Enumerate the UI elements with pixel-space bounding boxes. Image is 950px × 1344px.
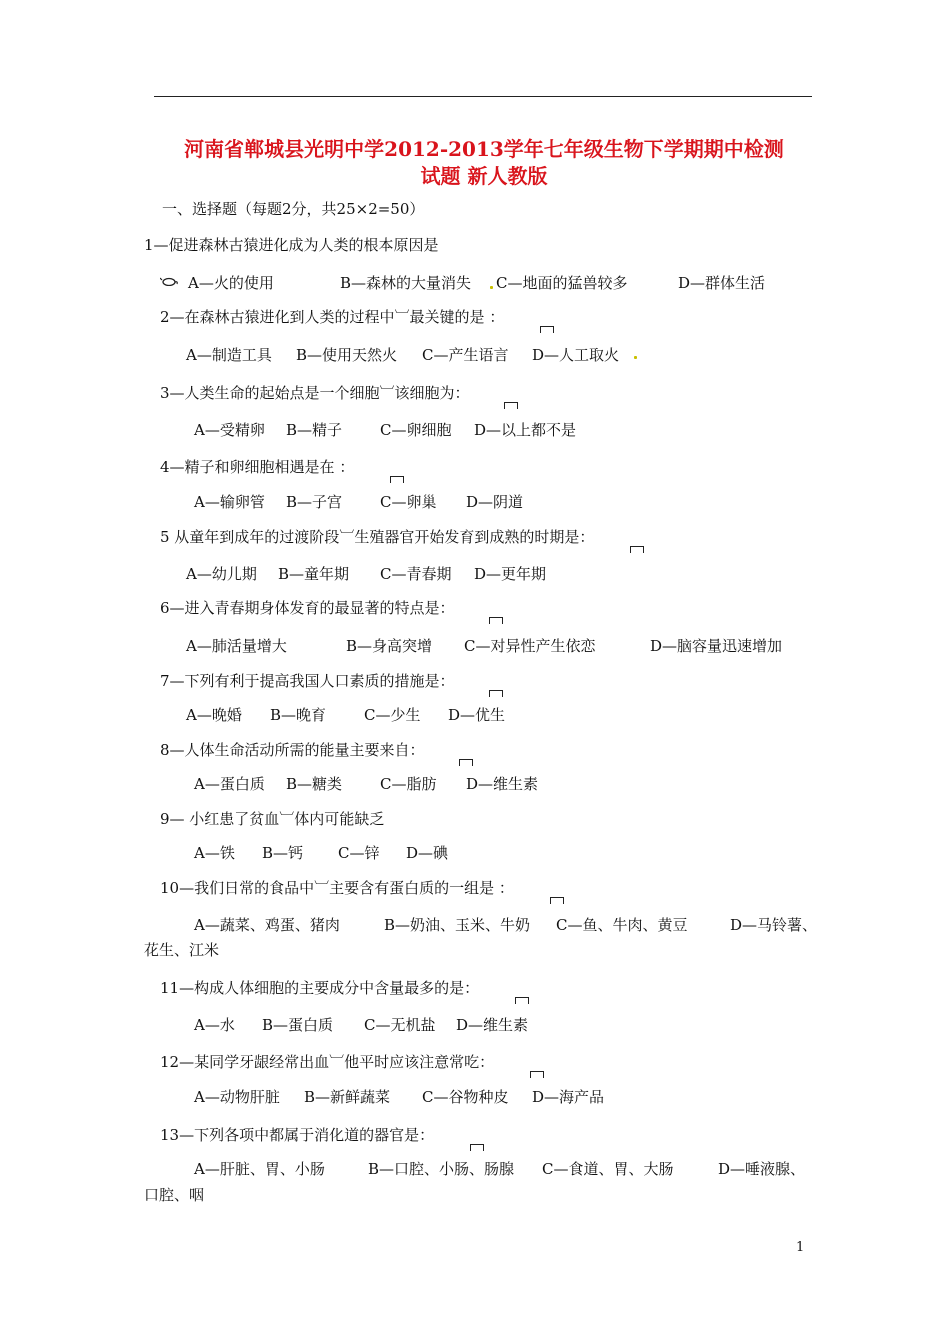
question-7-option-b: B—晚育	[270, 706, 327, 724]
question-12	[160, 1052, 544, 1072]
question-10-stem: 10—我们日常的食品中︺主要含有蛋白质的一组是 ：	[160, 879, 514, 897]
answer-bracket	[630, 546, 644, 553]
question-11-option-d: D—维生素	[456, 1016, 529, 1034]
question-9-option-b: B—钙	[262, 844, 304, 862]
question-8-option-c: C—脂肪	[380, 775, 437, 793]
question-3-option-a: A—受精卵	[194, 421, 265, 439]
question-7-stem: 7—下列有利于提高我国人口素质的措施是：	[160, 672, 455, 690]
question-13-option-a: A—肝脏、胃、小肠	[194, 1160, 325, 1178]
question-10-option-d: D—马铃薯、	[730, 916, 818, 934]
mark-dot	[634, 356, 637, 359]
answer-bracket	[489, 617, 503, 624]
question-9-option-d: D—碘	[406, 844, 449, 862]
section-heading: 一、选择题（每题2分，共25×2=50）	[162, 200, 425, 218]
question-12-stem: 12—某同学牙龈经常出血︺他平时应该注意常吃：	[160, 1053, 495, 1071]
question-1-option-a: A—火的使用	[188, 274, 274, 292]
question-13-stem: 13—下列各项中都属于消化道的器官是：	[160, 1126, 435, 1144]
question-6-option-c: C—对异性产生依恋	[464, 637, 596, 655]
question-4-option-b: B—子宫	[286, 493, 343, 511]
header-rule	[154, 96, 812, 97]
question-10-option-a: A—蔬菜、鸡蛋、猪肉	[194, 916, 340, 934]
answer-bracket	[459, 759, 473, 766]
question-10	[160, 878, 564, 898]
question-13-option-d-continuation: 口腔、咽	[144, 1186, 205, 1204]
question-9-stem: 9— 小红患了贫血︺体内可能缺乏	[160, 810, 385, 828]
question-8-option-b: B—糖类	[286, 775, 343, 793]
question-10-option-c: C—鱼、牛肉、黄豆	[556, 916, 688, 934]
answer-bracket	[504, 402, 518, 409]
question-9-option-a: A—铁	[194, 844, 235, 862]
question-12-option-d: D—海产品	[532, 1088, 605, 1106]
question-2-option-d: D—人工取火	[532, 346, 620, 364]
answer-bracket	[470, 1144, 484, 1151]
question-3-stem: 3—人类生命的起始点是一个细胞︺该细胞为：	[160, 384, 470, 402]
question-13-option-b: B—口腔、小肠、肠腺	[368, 1160, 515, 1178]
question-3-option-d: D—以上都不是	[474, 421, 577, 439]
question-7-option-c: C—少生	[364, 706, 421, 724]
question-12-option-a: A—动物肝脏	[194, 1088, 280, 1106]
question-13-option-d: D—唾液腺、	[718, 1160, 806, 1178]
question-12-option-c: C—谷物种皮	[422, 1088, 509, 1106]
question-11-option-c: C—无机盐	[364, 1016, 436, 1034]
question-6-stem: 6—进入青春期身体发育的最显著的特点是：	[160, 599, 455, 617]
page-number: 1	[796, 1240, 805, 1255]
question-8	[160, 740, 473, 760]
question-2-option-c: C—产生语言	[422, 346, 509, 364]
question-5-option-b: B—童年期	[278, 565, 350, 583]
question-8-stem: 8—人体生命活动所需的能量主要来自：	[160, 741, 425, 759]
question-7-option-d: D—优生	[448, 706, 506, 724]
question-4-option-c: C—卵巢	[380, 493, 437, 511]
question-12-option-b: B—新鲜蔬菜	[304, 1088, 391, 1106]
question-5-option-d: D—更年期	[474, 565, 547, 583]
question-5-stem: 5 从童年到成年的过渡阶段︺生殖器官开始发育到成熟的时期是：	[160, 528, 595, 546]
question-8-option-d: D—维生素	[466, 775, 539, 793]
question-5	[160, 527, 644, 547]
title-line-1: 河南省郸城县光明中学2012-2013学年七年级生物下学期期中检测	[184, 137, 784, 161]
document-title	[150, 136, 818, 190]
mouse-icon	[160, 276, 178, 286]
question-7	[160, 671, 503, 691]
answer-bracket	[390, 476, 404, 483]
question-9-option-c: C—锌	[338, 844, 380, 862]
question-5-option-c: C—青春期	[380, 565, 452, 583]
question-6	[160, 598, 503, 618]
question-10-option-b: B—奶油、玉米、牛奶	[384, 916, 531, 934]
question-4	[160, 457, 404, 477]
mark-dot	[490, 286, 493, 289]
answer-bracket	[540, 326, 554, 333]
question-4-option-a: A—输卵管	[194, 493, 265, 511]
question-3-option-b: B—精子	[286, 421, 343, 439]
question-11-option-b: B—蛋白质	[262, 1016, 334, 1034]
question-3	[160, 383, 518, 403]
question-4-stem: 4—精子和卵细胞相遇是在 ：	[160, 458, 355, 476]
question-1-option-b: B—森林的大量消失	[340, 274, 472, 292]
answer-bracket	[530, 1071, 544, 1078]
question-11	[160, 978, 529, 998]
title-line-2: 试题 新人教版	[420, 164, 548, 188]
question-2	[160, 307, 554, 327]
question-5-option-a: A—幼儿期	[186, 565, 257, 583]
question-1-stem: 1—促进森林古猿进化成为人类的根本原因是	[144, 236, 439, 254]
question-13-option-c: C—食道、胃、大肠	[542, 1160, 674, 1178]
question-6-option-b: B—身高突增	[346, 637, 433, 655]
answer-bracket	[515, 997, 529, 1004]
answer-bracket	[489, 690, 503, 697]
answer-bracket	[550, 897, 564, 904]
question-1-option-d: D—群体生活	[678, 274, 766, 292]
question-7-option-a: A—晚婚	[186, 706, 242, 724]
question-10-option-d-continuation: 花生、江米	[144, 941, 220, 959]
question-2-stem: 2—在森林古猿进化到人类的过程中︺最关键的是 ：	[160, 308, 505, 326]
question-1-option-c: C—地面的猛兽较多	[496, 274, 628, 292]
question-8-option-a: A—蛋白质	[194, 775, 265, 793]
question-6-option-a: A—肺活量增大	[186, 637, 287, 655]
question-6-option-d: D—脑容量迅速增加	[650, 637, 783, 655]
question-11-stem: 11—构成人体细胞的主要成分中含量最多的是：	[160, 979, 480, 997]
question-2-option-a: A—制造工具	[186, 346, 272, 364]
question-11-option-a: A—水	[194, 1016, 235, 1034]
question-4-option-d: D—阴道	[466, 493, 524, 511]
question-2-option-b: B—使用天然火	[296, 346, 398, 364]
question-13	[160, 1125, 484, 1145]
question-3-option-c: C—卵细胞	[380, 421, 452, 439]
